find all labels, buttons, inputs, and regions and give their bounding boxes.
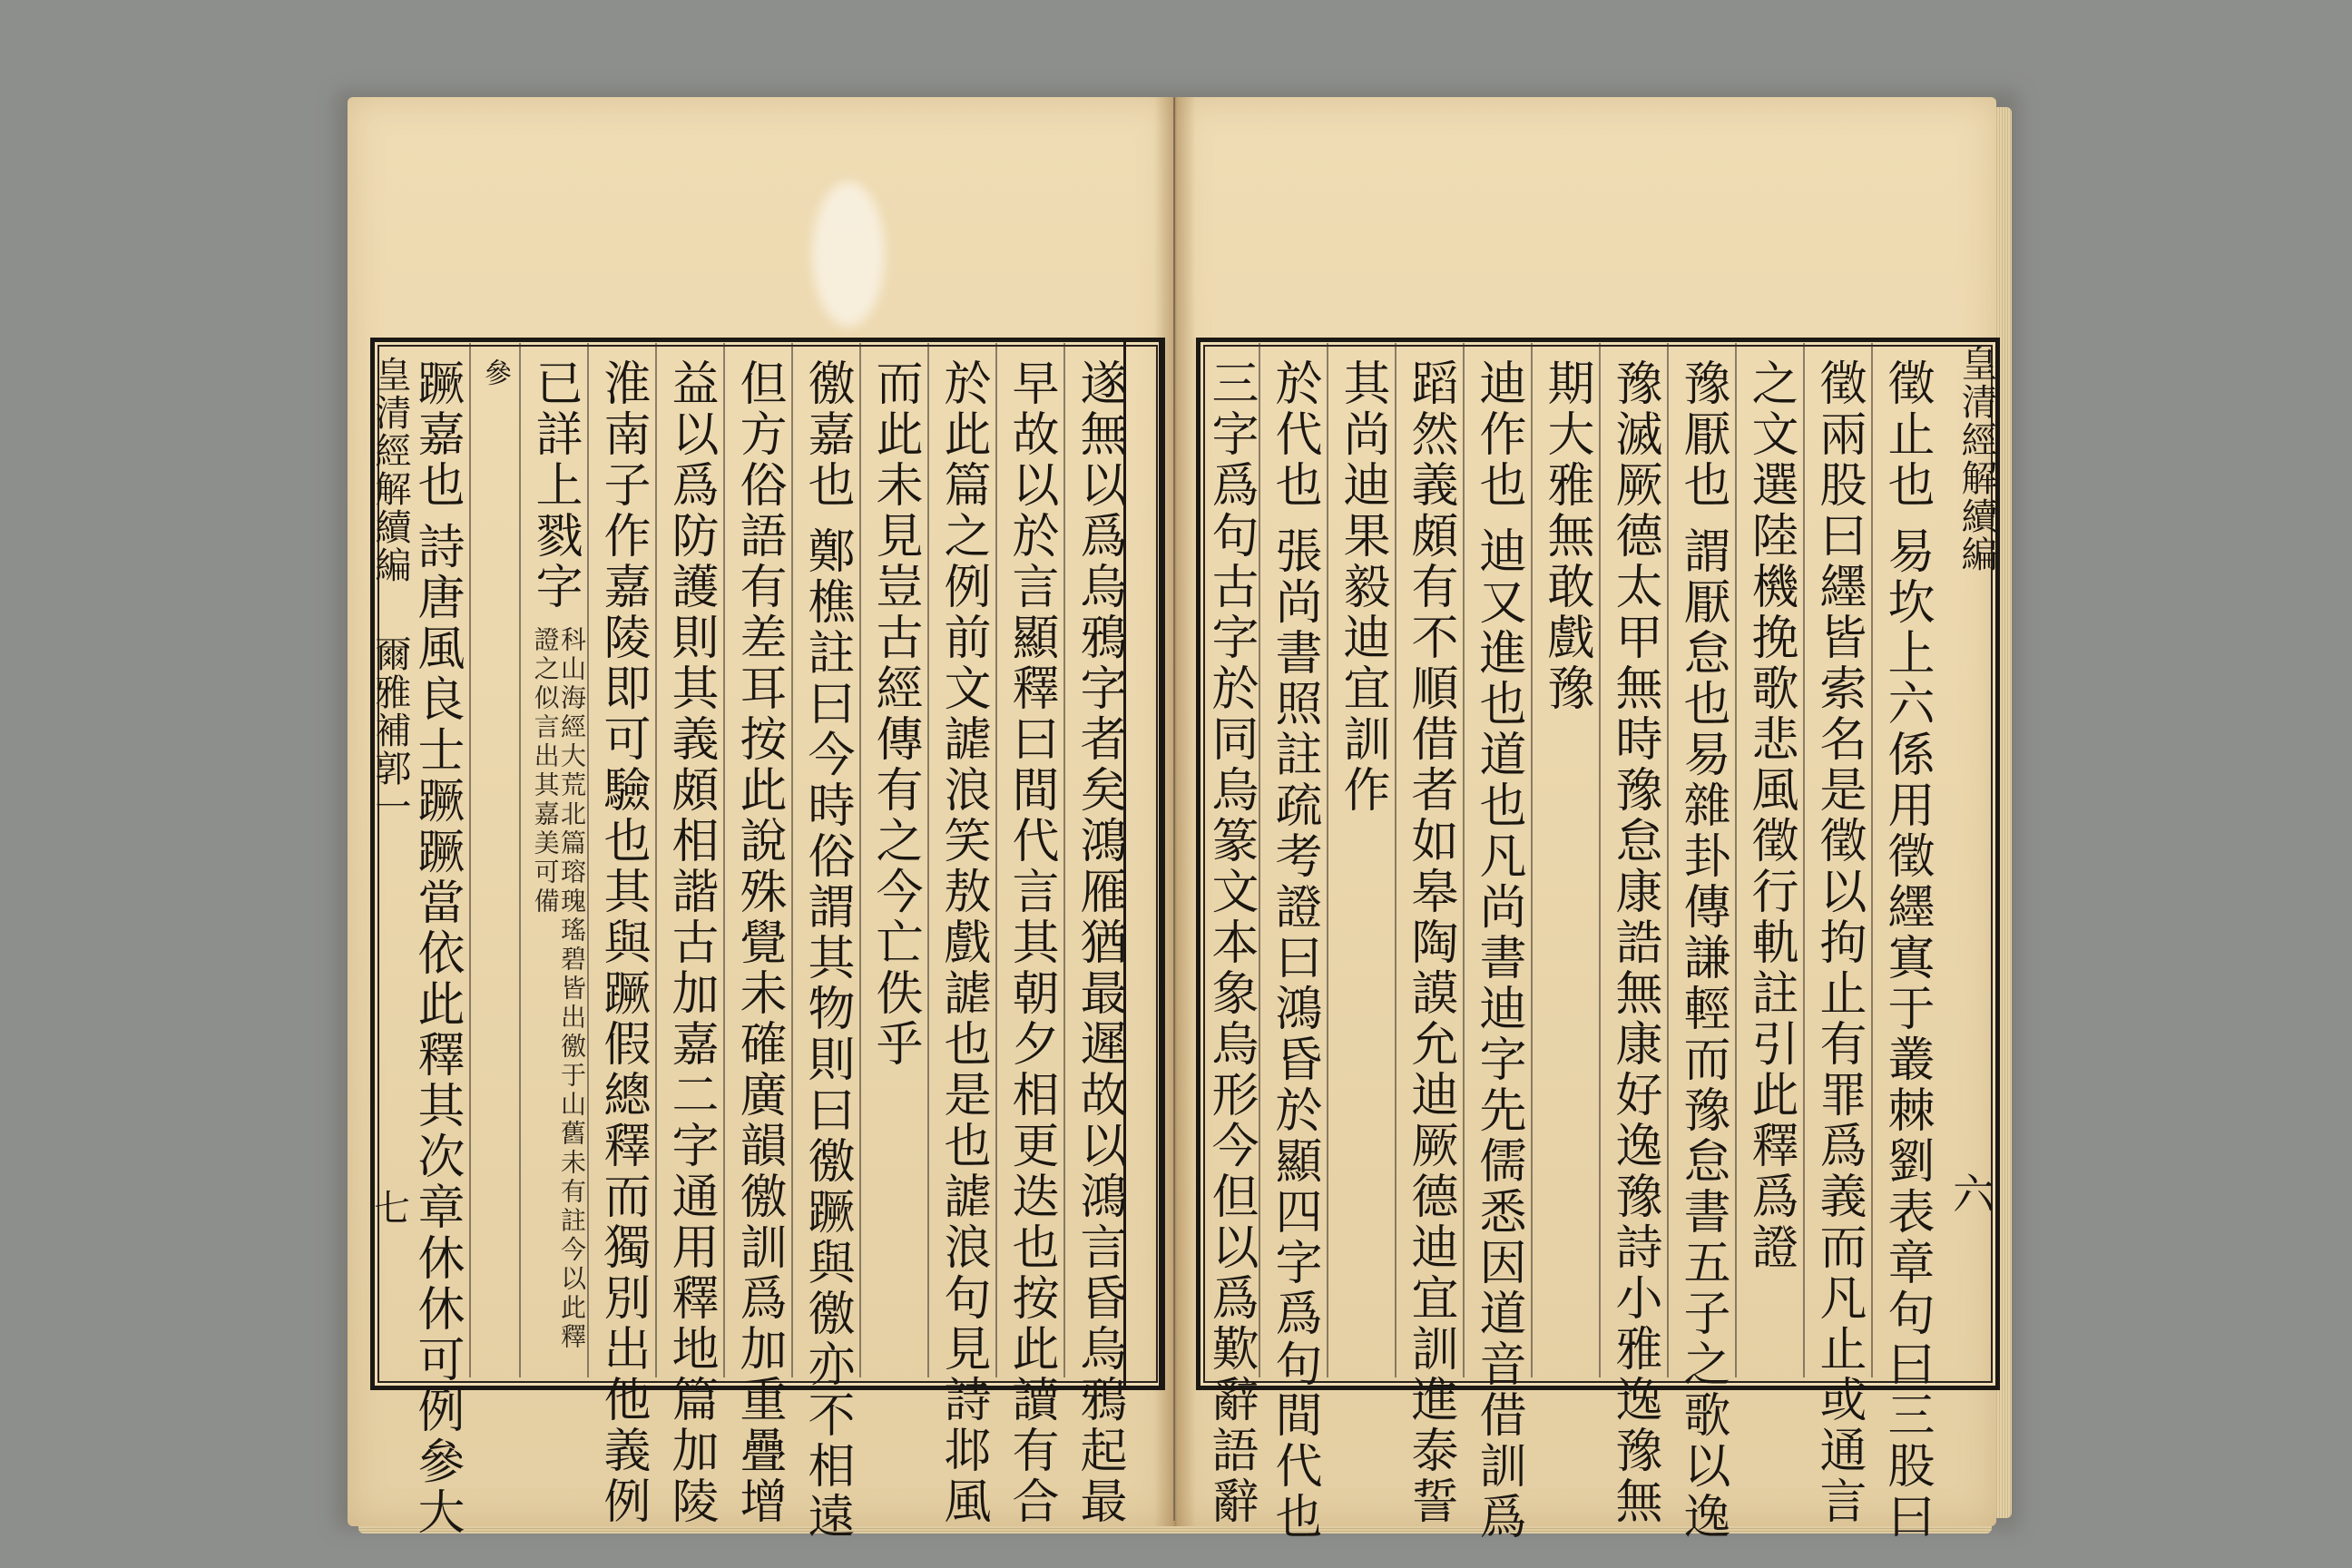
- column-rule: [1395, 343, 1396, 1377]
- column-rule: [995, 343, 997, 1377]
- right-column-1-head: 徵止也: [1879, 358, 1934, 511]
- right-column-10-head: 於代也: [1267, 358, 1321, 511]
- paper-wear-spot: [812, 181, 885, 327]
- right-leaf-number: 六: [1953, 1170, 1994, 1219]
- column-rule: [1327, 343, 1328, 1377]
- column-rule: [859, 343, 861, 1377]
- left-column-8: 淮南子作嘉陵即可驗也其與蹶假總釋而獨別出他義例: [595, 358, 650, 1527]
- column-rule: [1667, 343, 1669, 1377]
- column-rule: [587, 343, 589, 1377]
- entry-heading: 徼嘉也: [799, 358, 854, 511]
- left-column-9-commentary: 科山海經大荒北篇瑢瑰瑤碧皆出徼于山舊未有註今以此釋證之似言出其嘉美可備: [530, 626, 587, 1352]
- left-page-center-band: [1123, 338, 1161, 1390]
- left-margin-title: 皇清經解續編: [369, 356, 411, 584]
- right-column-7-text: 迪又進也道也凡尚書迪字先儒悉因道音借訓爲: [1471, 526, 1525, 1543]
- column-rule: [1871, 343, 1873, 1377]
- left-leaf-number: 七: [374, 1188, 410, 1230]
- column-rule: [1803, 343, 1805, 1377]
- column-rule: [469, 343, 471, 1377]
- right-column-6: 期大雅無敢戲豫: [1539, 358, 1593, 714]
- right-column-8: 蹈然義頗有不順借者如皋陶謨允迪厥德迪宜訓進泰誓: [1403, 358, 1457, 1527]
- column-rule: [1531, 343, 1533, 1377]
- left-column-3: 於此篇之例前文謔浪笑敖戲謔也是也謔浪句見詩邶風: [936, 358, 990, 1527]
- left-column-11-head: 蹶嘉也: [409, 358, 464, 511]
- right-column-10-text: 張尚書照註疏考證曰鴻昏於顯四字爲句間代也: [1267, 526, 1321, 1543]
- right-column-4-head: 豫厭也: [1675, 358, 1730, 511]
- left-column-1: 遂無以爲烏鴉字者矣鴻雁猶最遲故以鴻言昏烏鴉起最: [1072, 358, 1126, 1527]
- column-rule: [927, 343, 929, 1377]
- column-rule: [1463, 343, 1465, 1377]
- column-rule: [655, 343, 657, 1377]
- right-column-3: 之文選陸機挽歌悲風徵行軌註引此釋爲證: [1743, 358, 1798, 1273]
- left-column-7: 益以爲防護則其義頗相諧古加嘉二字通用釋地篇加陵: [663, 358, 718, 1527]
- left-column-6: 但方俗語有差耳按此說殊覺未確廣韻徼訓爲加重疊增: [731, 358, 786, 1527]
- left-column-11-text: 詩唐風良士蹶蹶當依此釋其次章休休可例參大: [409, 522, 464, 1538]
- right-column-4-text: 謂厭怠也易雜卦傳謙輕而豫怠書五子之歌以逸: [1675, 526, 1730, 1543]
- right-column-5: 豫滅厥德太甲無時豫怠康誥無康好逸豫詩小雅逸豫無: [1607, 358, 1661, 1527]
- right-column-7-head: 迪作也: [1471, 358, 1525, 511]
- column-rule: [723, 343, 725, 1377]
- right-margin-title: 皇清經解續編: [1955, 345, 1997, 573]
- column-rule: [1735, 343, 1737, 1377]
- column-rule: [1259, 343, 1260, 1377]
- column-rule: [791, 343, 793, 1377]
- column-rule: [1599, 343, 1601, 1377]
- left-column-5-text: 鄭樵註曰今時俗謂其物則曰徼蹶與徼亦不相遠: [799, 526, 854, 1543]
- right-column-2: 徵兩股曰纆皆索名是徵以拘止有罪爲義而凡止或通言: [1811, 358, 1866, 1527]
- left-column-9: 已詳上戮字: [527, 358, 582, 612]
- column-rule: [1063, 343, 1065, 1377]
- right-column-11: 三字爲句古字於同烏篆文本象烏形今但以爲歎辭語辭: [1203, 358, 1258, 1527]
- left-column-10: 參: [479, 358, 511, 387]
- column-rule: [519, 343, 521, 1377]
- left-section-title: 爾雅補郭一: [369, 635, 411, 826]
- left-column-4: 而此未見豈古經傳有之今亡佚乎: [867, 358, 922, 1070]
- left-column-2: 早故以於言顯釋曰間代言其朝夕相更迭也按此讀有合: [1004, 358, 1058, 1527]
- left-column-5: [799, 358, 854, 514]
- right-column-1-text: 易坎上六係用徵纆寘于叢棘劉表章句曰三股曰: [1879, 526, 1934, 1543]
- right-column-9: 其尚迪果毅迪宜訓作: [1335, 358, 1389, 816]
